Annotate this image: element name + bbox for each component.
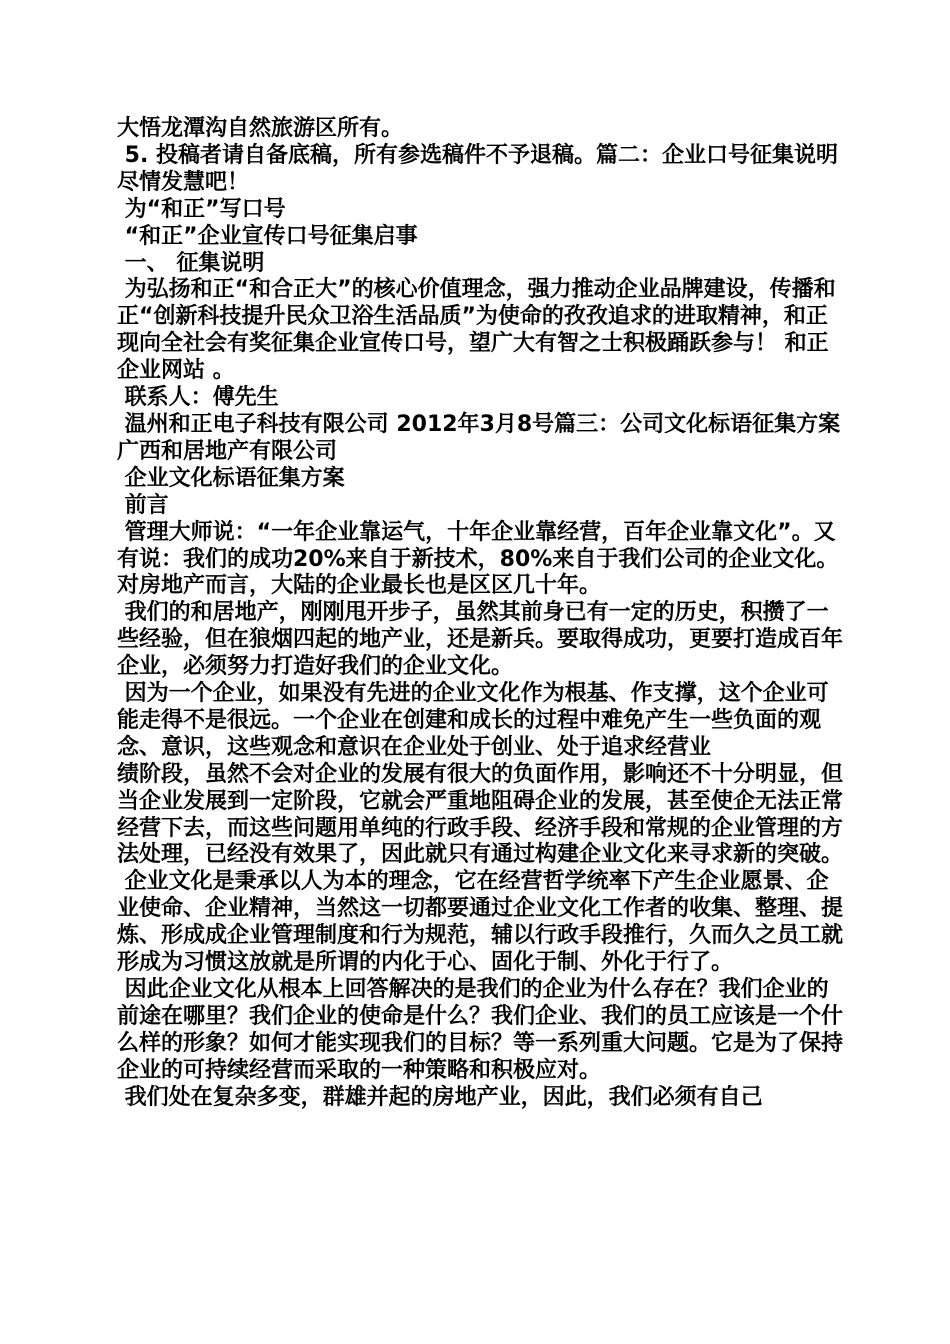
paragraph-complex-industry: 我们处在复杂多变，群雄并起的房地产业，因此，我们必须有自己 (117, 1084, 763, 1110)
paragraph-culture-foundation: 因为一个企业，如果没有先进的企业文化作为根基、作支撑，这个企业可能走得不是很远。一个企业在创建和成长的过程中难免产生一些负面的观念、意识，这些观念和意识在企业处于创业、处于追求经营业 (117, 681, 829, 760)
heading-write-slogan: 为“和正”写口号 (117, 196, 286, 222)
heading-culture-plan: 企业文化标语征集方案 (117, 465, 345, 491)
heading-collection-explanation: 一、 征集说明 (117, 250, 265, 276)
paragraph-fundamental-questions: 因此企业文化从根本上回答解决的是我们的企业为什么存在？我们企业的前途在哪里？我们企业的使命是什么？我们企业、我们的员工应该是一个什么样的形象？如何才能实现我们的目标？等一系列重大问题。它是为了保持企业的可持续经营而采取的一种策略和积极应对。 (117, 977, 844, 1083)
paragraph-people-oriented: 企业文化是秉承以人为本的理念，它在经营哲学统率下产生企业愿景、企业使命、企业精神，当然这一切都要通过企业文化工作者的收集、整理、提炼、形成成企业管理制度和行为规范，辅以行政手段推行，久而久之员工就形成为习惯这放就是所谓的内化于心、固化于制、外化于行了。 (117, 869, 844, 976)
heading-slogan-notice: “和正”企业宣传口号征集启事 (117, 223, 418, 249)
paragraph-company-date: 温州和正电子科技有限公司 2012年3月8号篇三：公司文化标语征集方案广西和居地产有限公司 (117, 411, 841, 464)
heading-preface: 前言 (117, 492, 169, 518)
paragraph-management-quote: 管理大师说：“一年企业靠运气，十年企业靠经营，百年企业靠文化”。又有说：我们的成功20%来自于新技术，80%来自于我们公司的企业文化。对房地产而言，大陆的企业最长也是区区几十年。 (117, 519, 839, 599)
paragraph-contact: 联系人：傅先生 (117, 385, 279, 411)
paragraph-performance-stage: 绩阶段，虽然不会对企业的发展有很大的负面作用，影响还不十分明显，但当企业发展到一定阶段，它就会严重地阻碍企业的发展，甚至使企无法正常经营下去，而这些问题用单纯的行政手段、经济手段和常规的企业管理的方法处理，已经没有效果了，因此就只有通过构建企业文化来寻求新的突破。 (117, 761, 844, 868)
paragraph-submission-note: 5. 投稿者请自备底稿，所有参选稿件不予退稿。篇二：企业口号征集说明尽情发慧吧！ (117, 142, 838, 195)
document-page (117, 116, 847, 1112)
paragraph-hejv-estate: 我们的和居地产，刚刚甩开步子，虽然其前身已有一定的历史，积攒了一些经验，但在狼烟四起的地产业，还是新兵。要取得成功，更要打造成百年企业，必须努力打造好我们的企业文化。 (117, 600, 844, 680)
paragraph-tourism-area: 大悟龙潭沟自然旅游区所有。 (117, 116, 404, 141)
paragraph-purpose: 为弘扬和正“和合正大”的核心价值理念，强力推动企业品牌建设，传播和正“创新科技提升民众卫浴生活品质”为使命的孜孜追求的进取精神，和正现向全社会有奖征集企业宣传口号，望广大有智之士积极踊跃参与！ 和正企业网站 。 (117, 277, 836, 384)
